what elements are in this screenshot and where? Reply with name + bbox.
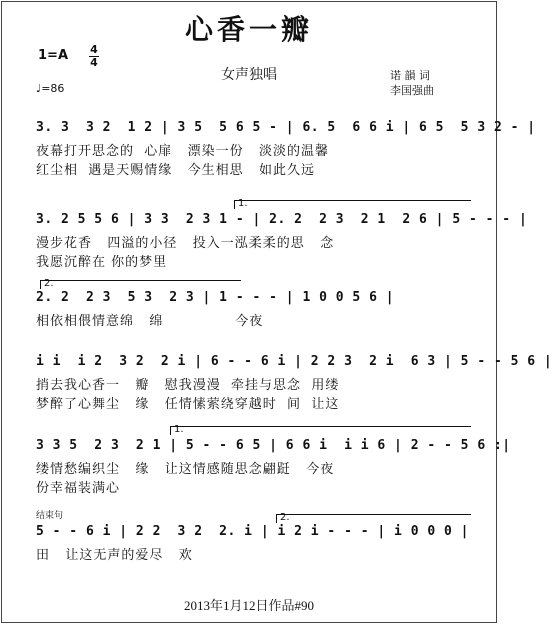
time-sig-top: 4 [90, 43, 98, 56]
score-subtitle: 女声独唱 [221, 67, 277, 83]
volta-label: 1. [238, 198, 248, 209]
composer: 李国强曲 [390, 84, 434, 97]
key-signature: 1=A [38, 48, 68, 63]
score-line-1 [36, 120, 536, 178]
volta-bracket [170, 426, 471, 435]
lyric-row-2: 份幸福装满心 [36, 481, 121, 496]
notation-row: 3. 3 3 2 1 2 | 3 5 5 6 5 - | 6. 5 6 6 i | 6 5 5 3 2 - | [36, 120, 536, 135]
volta-label: 2. [280, 512, 290, 523]
volta-bracket [40, 280, 241, 289]
lyric-row-1: 夜幕打开思念的 心扉 漂染一份 淡淡的温馨 [36, 144, 330, 159]
lyricist: 诺 韻 词 [390, 69, 430, 82]
notation-row: 3. 2 5 5 6 | 3 3 2 3 1 - | 2. 2 2 3 2 1 2 6 | 5 - - - | [36, 212, 528, 227]
notation-row: i i i 2 3 2 2 i | 6 - - 6 i | 2 2 3 2 i 6 3 | 5 - - 5 6 | [36, 354, 552, 369]
lyric-row-1: 相依相偎情意绵 绵 今夜 [36, 314, 264, 329]
lyric-row-1: 田 让这无声的爱尽 欢 [36, 548, 193, 563]
credits [390, 68, 434, 98]
score-page [1, 1, 552, 623]
score-line-6 [36, 524, 472, 563]
lyric-row-2: 梦醉了心舞尘 缘 任情愫萦绕穿越时 间 让这 [36, 397, 340, 412]
volta-bracket [276, 514, 471, 523]
ending-label: 结束句 [36, 511, 64, 521]
lyric-row-1: 漫步花香 四溢的小径 投入一泓柔柔的思 念 [36, 236, 335, 251]
lyric-row-2: 红尘相 遇是天赐情缘 今生相思 如此久远 [36, 163, 316, 178]
score-line-5 [36, 438, 511, 496]
notation-row: 5 - - 6 i | 2 2 3 2 2. i | i 2 i - - - | i 0 0 0 | [36, 524, 469, 539]
notation-row: 2. 2 2 3 5 3 2 3 | 1 - - - | 1 0 0 5 6 | [36, 290, 395, 305]
score-title: 心香一瓣 [184, 13, 313, 46]
lyric-row-2: 我愿沉醉在 你的梦里 [36, 255, 168, 270]
lyric-row-1: 捎去我心香一 瓣 慰我漫漫 牵挂与思念 用缕 [36, 378, 340, 393]
volta-label: 1. [174, 424, 184, 435]
tempo-marking: ♩=86 [36, 82, 65, 95]
score-line-4 [36, 354, 552, 412]
time-sig-bottom: 4 [90, 56, 98, 69]
notation-row: 3 3 5 2 3 2 1 | 5 - - 6 5 | 6 6 i i i 6 | 2 - - 5 6 :| [36, 438, 511, 453]
lyric-row-1: 缕情愁编织尘 缘 让这情感随思念翩跹 今夜 [36, 462, 335, 477]
score-line-2 [36, 212, 528, 270]
footer-note: 2013年1月12日作品#90 [183, 598, 314, 613]
score-line-3 [36, 290, 472, 329]
volta-bracket [234, 200, 471, 209]
volta-label: 2. [44, 278, 54, 289]
